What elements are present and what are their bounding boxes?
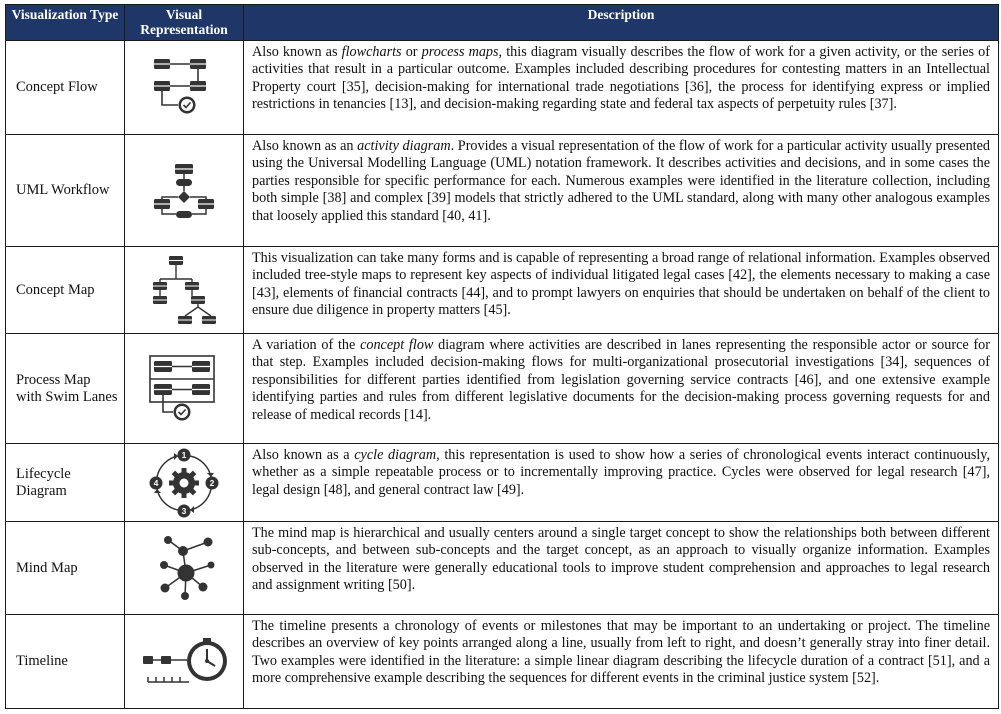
description-cell <box>244 522 999 615</box>
table-row <box>6 247 999 334</box>
step-number: 4 <box>153 477 159 488</box>
description-text: Also known as an <box>252 138 358 154</box>
description-term: concept flow <box>360 337 434 353</box>
type-cell: Lifecycle Diagram <box>6 444 125 522</box>
description-text: diagram where activities are described in lanes representing the responsible actor or source for that step. Examples included decision-making flows for multi-organizational prosecutorial investigations [34], sequences of responsibilities for different parties identified from legislation governing service contracts [46], and one extensive example identifying parties and rules from different legislative documents for the decision-making process governing requests for and release of medical records [14]. <box>252 337 990 423</box>
description-text: Also known as a <box>252 447 355 463</box>
description-term: activity diagram <box>357 138 451 154</box>
type-cell: Mind Map <box>6 522 125 615</box>
stopwatch-icon <box>187 638 227 681</box>
description-text: Also known as <box>252 44 342 60</box>
type-cell: Timeline <box>6 615 125 709</box>
type-cell: Concept Map <box>6 247 125 334</box>
description-cell <box>244 135 999 247</box>
description-text: The timeline presents a chronology of events or milestones that may be important to an undertaking or project. The timeline describes an overview of key points arranged along a line, usually from left to right, and doesn’t generally stray into finer detail. Two examples were identified in the literature: a simple linear diagram describing the lifecycle duration of a contract [51], and a more comprehensive example describing the sequences for different events in the criminal justice system [52]. <box>252 618 990 687</box>
timeline-icon <box>139 636 229 688</box>
description-text: or <box>401 44 422 60</box>
table-row <box>6 334 999 444</box>
description-cell <box>244 41 999 135</box>
header-description: Description <box>244 5 999 41</box>
lifecycle-icon <box>149 448 219 518</box>
concept-flow-icon <box>151 57 217 119</box>
header-type: Visualization Type <box>6 5 125 41</box>
step-number: 3 <box>181 505 187 516</box>
description-term: flowcharts <box>341 44 402 60</box>
concept-map-icon <box>152 254 216 326</box>
header-row <box>6 5 999 41</box>
visualization-table <box>5 4 999 709</box>
description-text: This visualization can take many forms and is capable of representing a broad range of relational information. Examples observed included tree-style maps to represent key aspects of individual litigated legal cases [42], the elements necessary to making a case [43], elements of financial contracts [44], and to prompt lawyers on enquiries that should be undertaken on behalf of the client to ensure due diligence in property matters [45]. <box>252 250 990 319</box>
header-visual: Visual Representation <box>125 5 244 41</box>
mind-map-icon <box>153 535 215 601</box>
table-row <box>6 41 999 135</box>
type-cell: UML Workflow <box>6 135 125 247</box>
table-row <box>6 135 999 247</box>
description-text: The mind map is hierarchical and usually centers around a single target concept to show the relationships both between different sub-concepts, and between sub-concepts and the target concept, as an approach to visually organize information. Examples observed in the literature were generally educational tools to improve student comprehension and approaches to legal research and assignment writing [50]. <box>252 525 990 594</box>
swim-lane-icon <box>149 355 219 423</box>
icon-cell <box>125 247 244 334</box>
icon-cell <box>125 334 244 444</box>
description-term: cycle diagram <box>354 447 437 463</box>
type-cell: Concept Flow <box>6 41 125 135</box>
description-cell <box>244 334 999 444</box>
description-term: process maps <box>421 44 499 60</box>
step-number: 1 <box>181 449 187 460</box>
description-cell <box>244 444 999 522</box>
table-row <box>6 444 999 522</box>
icon-cell <box>125 41 244 135</box>
uml-workflow-icon <box>153 163 215 219</box>
step-number: 2 <box>209 477 215 488</box>
description-text: , this diagram visually describes the flow of work for a given activity, or the series of activities that result in a particular outcome. Examples included describing procedures for contesting matters in an Intellectual Property court [35], decision-making for international trade negotiations [36], the process for identifying express or implied restrictions in tenancies [13], and decision-making regarding state and federal tax aspects of perpetuity rules [37]. <box>252 44 990 113</box>
type-cell: Process Map with Swim Lanes <box>6 334 125 444</box>
icon-cell <box>125 522 244 615</box>
icon-cell <box>125 135 244 247</box>
table-row <box>6 615 999 709</box>
description-text: . Provides a visual representation of the flow of work for a particular activity usually presented using the Universal Modelling Language (UML) notation framework. It describes activities and decisions, and in some cases the parties responsible for specific performance for each. Numerous examples were identified in the literature collection, including both simple [38] and complex [39] models that strictly adhered to the UML standard, along with many other analogous examples that loosely applied this standard [40, 41]. <box>252 138 991 224</box>
description-cell <box>244 247 999 334</box>
icon-cell <box>125 444 244 522</box>
gear-icon <box>169 468 199 498</box>
description-text: A variation of the <box>252 337 361 353</box>
description-cell <box>244 615 999 709</box>
icon-cell <box>125 615 244 709</box>
description-text: , this representation is used to show how a series of chronological events interact continuously, whether as a simple repeatable process or to incrementally improving practice. Cycles were observed for legal research [47], legal design [48], and general contract law [49]. <box>252 447 991 498</box>
table-row <box>6 522 999 615</box>
